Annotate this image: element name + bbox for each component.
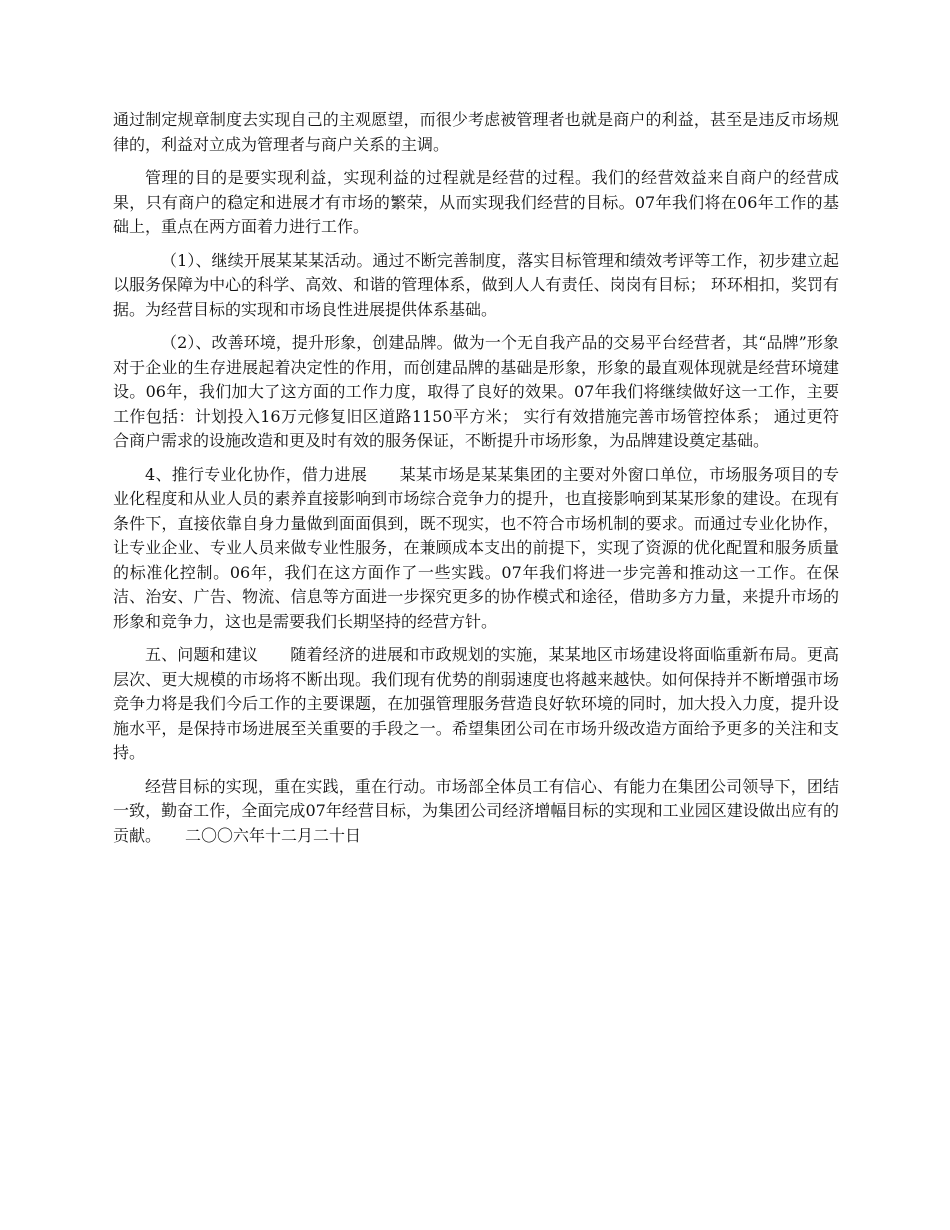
paragraph-section-5: 五、问题和建议 随着经济的进展和市政规划的实施，某某地区市场建设将面临重新布局。更高层次、更大规模的市场将不断出现。我们现有优势的削弱速度也将越来越快。如何保持并不断增强市场竞争力将是我们今后工作的主要课题，在加强管理服务营造良好软环境的同时，加大投入力度，提升设施水平，是保持市场进展至关重要的手段之一。希望集团公司在市场升级改造方面给予更多的关注和支持。 [113,645,839,762]
paragraph-item-1: （1）、继续开展某某某活动。通过不断完善制度，落实目标管理和绩效考评等工作，初步建立起以服务保障为中心的科学、高效、和谐的管理体系，做到人人有责任、岗岗有目标； 环环相扣，奖罚有据。为经营目标的实现和市场良性进展提供体系基础。 [113,250,839,319]
document-page [113,108,839,857]
paragraph-continuation: 通过制定规章制度去实现自己的主观愿望，而很少考虑被管理者也就是商户的利益，甚至是违反市场规律的，利益对立成为管理者与商户关系的主调。 [113,110,839,154]
paragraph-item-2: （2）、改善环境，提升形象，创建品牌。做为一个无自我产品的交易平台经营者，其“品牌”形象对于企业的生存进展起着决定性的作用，而创建品牌的基础是形象，形象的最直观体现就是经营环境建设。06年，我们加大了这方面的工作力度，取得了良好的效果。07年我们将继续做好这一工作，主要工作包括：计划投入16万元修复旧区道路1150平方米； 实行有效措施完善市场管控体系； 通过更符合商户需求的设施改造和更及时有效的服务保证，不断提升市场形象，为品牌建设奠定基础。 [113,333,839,450]
paragraph-management-purpose: 管理的目的是要实现利益，实现利益的过程就是经营的过程。我们的经营效益来自商户的经营成果，只有商户的稳定和进展才有市场的繁荣，从而实现我们经营的目标。07年我们将在06年工作的基础上，重点在两方面着力进行工作。 [113,168,839,236]
paragraph-section-4: 4、推行专业化协作，借力进展 某某市场是某某集团的主要对外窗口单位，市场服务项目的专业化程度和从业人员的素养直接影响到市场综合竞争力的提升，也直接影响到某某形象的建设。在现有条件下，直接依靠自身力量做到面面俱到，既不现实，也不符合市场机制的要求。而通过专业化协作，让专业企业、专业人员来做专业性服务，在兼顾成本支出的前提下，实现了资源的优化配置和服务质量的标准化控制。06年，我们在这方面作了一些实践。07年我们将进一步完善和推动这一工作。在保洁、治安、广告、物流、信息等方面进一步探究更多的协作模式和途径，借助多方力量，来提升市场的形象和竞争力，这也是需要我们长期坚持的经营方针。 [113,464,839,631]
paragraph-closing: 经营目标的实现，重在实践，重在行动。市场部全体员工有信心、有能力在集团公司领导下，团结一致，勤奋工作，全面完成07年经营目标，为集团公司经济增幅目标的实现和工业园区建设做出应有的贡献。 二〇〇六年十二月二十日 [113,776,839,845]
